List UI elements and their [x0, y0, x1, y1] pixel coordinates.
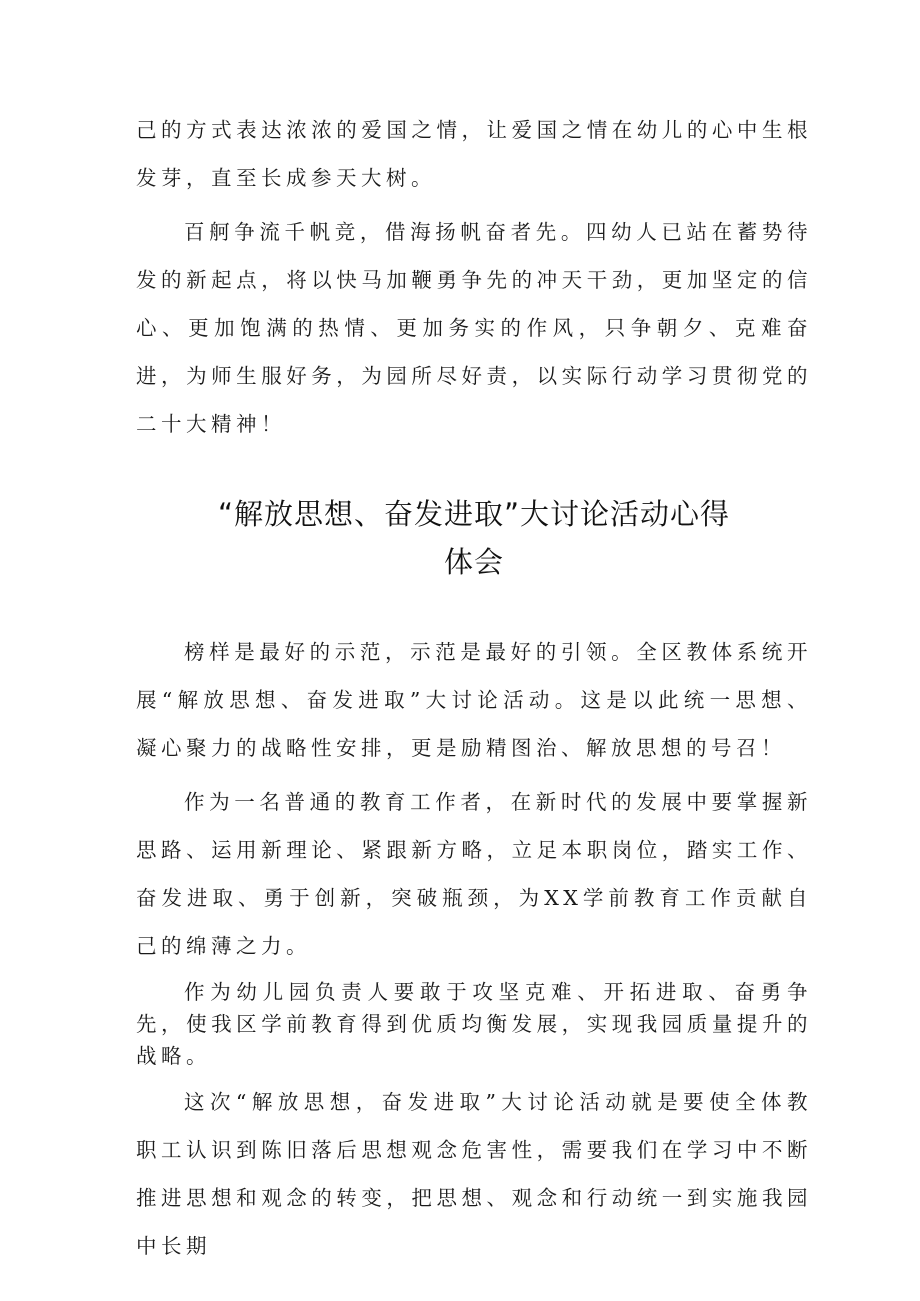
- article-paragraph-2: 作为一名普通的教育工作者，在新时代的发展中要掌握新思路、运用新理论、紧跟新方略，立足本职岗位，踏实工作、奋发进取、勇于创新，突破瓶颈，为XX学前教育工作贡献自己的绵薄之力。: [136, 790, 812, 958]
- article-title: [136, 490, 812, 586]
- article-title-line-2: 体会: [443, 545, 504, 579]
- intro-paragraph-closing: 百舸争流千帆竞，借海扬帆奋者先。四幼人已站在蓄势待发的新起点，将以快马加鞭勇争先的冲天干劲，更加坚定的信心、更加饱满的热情、更加务实的作风，只争朝夕、克难奋进，为师生服好务，为园所尽好责，以实际行动学习贯彻党的二十大精神！: [136, 220, 812, 436]
- article-paragraph-1: 榜样是最好的示范，示范是最好的引领。全区教体系统开展“解放思想、奋发进取”大讨论活动。这是以此统一思想、凝心聚力的战略性安排，更是励精图治、解放思想的号召！: [136, 640, 812, 760]
- intro-paragraph-continued: 己的方式表达浓浓的爱国之情，让爱国之情在幼儿的心中生根发芽，直至长成参天大树。: [136, 118, 812, 190]
- article-paragraph-3: 作为幼儿园负责人要敢于攻坚克难、开拓进取、奋勇争先，使我区学前教育得到优质均衡发展，实现我园质量提升的战略。: [136, 980, 812, 1068]
- article-title-line-1: “解放思想、奋发进取”大讨论活动心得: [217, 497, 731, 531]
- article-paragraph-4: 这次“解放思想，奋发进取”大讨论活动就是要使全体教职工认识到陈旧落后思想观念危害性，需要我们在学习中不断推进思想和观念的转变，把思想、观念和行动统一到实施我园中长期: [136, 1090, 812, 1258]
